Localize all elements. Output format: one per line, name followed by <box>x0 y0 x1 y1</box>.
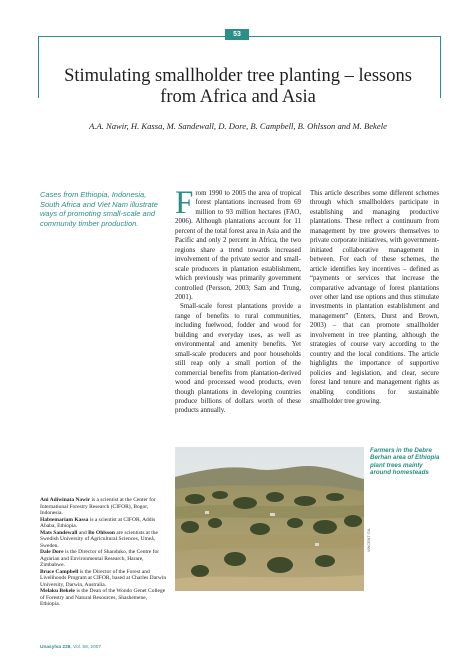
bio-entry <box>40 549 168 569</box>
body-paragraph-1-text: rom 1990 to 2005 the area of tropical forest plantations increased from 69 million to 93 million hectares (FAO, 2006). Although plantations account for 11 percent of the total forest area in Asia and the Pacific and only 2 percent in Africa, the two regions share a trend towards increased involvement of the private sector and small-scale producers in plantation establishment, which previously was primarily government controlled (Persson, 2003; Sam and Trung, 2001). <box>175 190 301 301</box>
bio-entry <box>40 588 168 608</box>
bio-name: Ani Adiwinata Nawir <box>40 497 91 503</box>
bio-name: Bruce Campbell <box>40 568 79 575</box>
journal-footer <box>40 645 101 650</box>
bio-text: and <box>77 529 89 536</box>
author-bios <box>40 497 168 608</box>
bio-text: is the Director of the Forest and Livelihoods Program at CIFOR, based at Charles Darwin University, Darwin, Australia. <box>40 568 167 588</box>
body-paragraph-1 <box>175 185 301 302</box>
bio-name: Dale Dore <box>40 549 64 555</box>
header-frame-right <box>440 36 441 98</box>
landscape-photo <box>175 447 364 591</box>
journal-name: Unasylva 228 <box>40 645 71 650</box>
author-list: A.A. Nawir, H. Kassa, M. Sandewall, D. Dore, B. Campbell, B. Ohlsson and M. Bekele <box>89 121 387 131</box>
bio-text: are scientists at the Swedish University of Agricultural Sciences, Umeå, Sweden. <box>40 529 158 549</box>
bio-name: Bo Ohlsson <box>88 529 115 536</box>
bio-entry <box>40 569 168 589</box>
bio-entry <box>40 517 168 530</box>
bio-name: Mats Sandewall <box>40 529 78 536</box>
drop-cap: F <box>175 185 194 221</box>
bio-entry <box>40 497 168 517</box>
bio-name: Habtemariam Kassa <box>40 516 89 523</box>
page-number: 53 <box>225 29 249 40</box>
body-paragraph-3: This article describes some different schemes through which smallholders participate in establishing and managing productive plantations. These reflect a continuum from management by tree growers themselves to private corporate initiatives, with government-initiated collaborative management in between. For each of these schemes, the article identifies key incentives – defined as “payments or services that increase the comparative advantage of forest plantations over other land use options and thus stimulate investments in plantation establishment and management” (Enters, Durst and Brown, 2003) – that can promote smallholder involvement in tree planting, although the strategies of course vary according to the country and the local conditions. The article highlights the importance of supportive policies and legislation, and clear, secure forest land tenure and management rights as enabling conditions for sustainable smallholder tree growing. <box>310 190 439 405</box>
bio-entry <box>40 530 168 550</box>
body-column-1 <box>175 185 301 416</box>
article-title: Stimulating smallholder tree planting – lessons from Africa and Asia <box>64 66 412 107</box>
bio-name: Melaku Bekele <box>40 588 75 594</box>
body-column-2 <box>310 189 439 406</box>
header-frame-left <box>38 36 39 98</box>
journal-issue: , Vol. 58, 2007 <box>70 645 102 650</box>
photo-credit: VINCENT GIL <box>367 528 371 552</box>
bio-text: is a scientist at the Center for International Forestry Research (CIFOR), Bogor, Indonesia. <box>40 497 156 516</box>
photo-caption: Farmers in the Debre Berhan area of Ethiopia plant trees mainly around homesteads <box>370 447 440 476</box>
abstract-teaser: Cases from Ethiopia, Indonesia, South Africa and Viet Nam illustrate ways of promoting small-scale and community timber production. <box>40 190 158 228</box>
bio-text: is the Dean of the Wondo Genet College of Forestry and Natural Resources, Shashemene, Ethiopia. <box>40 588 166 607</box>
bio-text: is the Director of Shanduko, the Centre for Agrarian and Environmental Research, Harare, Zimbabwe. <box>40 549 160 568</box>
body-paragraph-2: Small-scale forest plantations provide a range of benefits to rural communities, including fuelwood, fodder and wood for building and everyday uses, as well as environmental and amenity benefits. Yet small-scale producers and poor households still reap only a small portion of the commercial benefits from plantation-derived wood and processed wood products, even though plantations in developing countries produce billions of dollars worth of these products annually. <box>175 303 301 415</box>
bio-text: is a scientist at CIFOR, Addis Ababa, Ethiopia. <box>40 516 156 529</box>
